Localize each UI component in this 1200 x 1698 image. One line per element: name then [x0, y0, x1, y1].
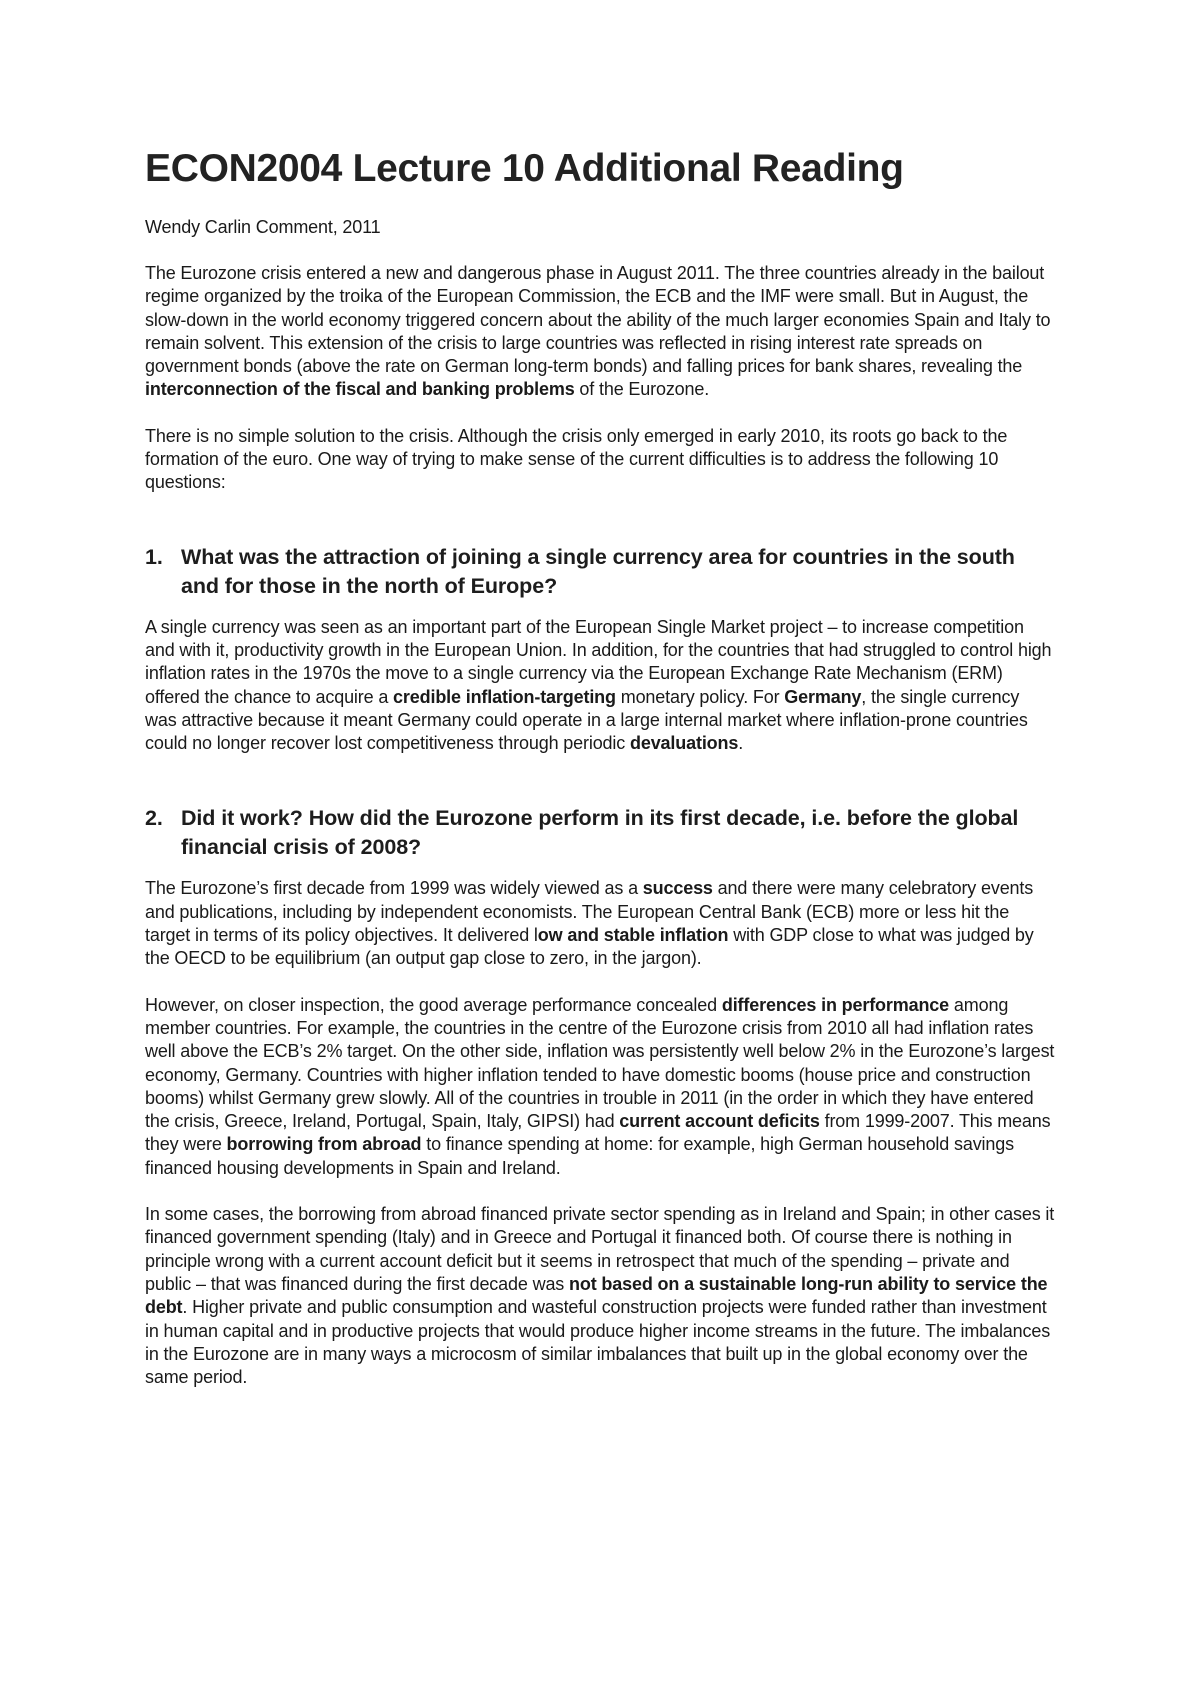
- question-text: What was the attraction of joining a single currency area for countries in the south and for those in the north of Europe?: [181, 544, 1015, 598]
- intro-paragraph-2: There is no simple solution to the crisis. Although the crisis only emerged in early 2010, its roots go back to the formation of the euro. One way of trying to make sense of the current difficulties is to address the following 10 questions:: [145, 425, 1008, 493]
- question-number: 1.: [145, 544, 163, 569]
- bold-phrase: not based on a sustainable long-run ability to service the debt: [145, 1273, 1048, 1318]
- question-number: 2.: [145, 806, 163, 831]
- bold-phrase: credible inflation-targeting: [393, 686, 616, 707]
- q2-paragraph-2: However, on closer inspection, the good average performance concealed differences in performance among member countries. For example, the countries in the centre of the Eurozone crisis from 2010 all had inflation rates well above the ECB’s 2% target. On the other side, inflation was persistently well below 2% in the Eurozone’s largest economy, Germany. Countries with higher inflation tended to have domestic booms (house price and construction booms) whilst Germany grew slowly. All of the countries in trouble in 2011 (in the order in which they have entered the crisis, Greece, Ireland, Portugal, Spain, Italy, GIPSI) had current account deficits from 1999-2007. This means they were borrowing from abroad to finance spending at home: for example, high German household savings financed housing developments in Spain and Ireland.: [145, 994, 1055, 1178]
- bold-phrase: ow and stable inflation: [537, 925, 729, 946]
- q1-paragraph-1: A single currency was seen as an important part of the European Single Market project – to increase competition and with it, productivity growth in the European Union. In addition, for the countries that had struggled to control high inflation rates in the 1970s the move to a single currency via the European Exchange Rate Mechanism (ERM) offered the chance to acquire a credible inflation-targeting monetary policy. For Germany, the single currency was attractive because it meant Germany could operate in a large internal market where inflation-prone countries could no longer recover lost competitiveness through periodic devaluations.: [145, 616, 1052, 754]
- bold-phrase: differences in performance: [721, 994, 950, 1015]
- document-title: ECON2004 Lecture 10 Additional Reading: [145, 147, 904, 190]
- intro-paragraph-1: The Eurozone crisis entered a new and dangerous phase in August 2011. The three countries already in the bailout regime organized by the troika of the European Commission, the ECB and the IMF were small. But in August, the slow-down in the world economy triggered concern about the ability of the much larger economies Spain and Italy to remain solvent. This extension of the crisis to large countries was reflected in rising interest rate spreads on government bonds (above the rate on German long-term bonds) and falling prices for bank shares, revealing the interconnection of the fiscal and banking problems of the Eurozone.: [145, 263, 1051, 400]
- bold-phrase: current account deficits: [619, 1111, 820, 1132]
- q2-paragraph-3: In some cases, the borrowing from abroad financed private sector spending as in Ireland and Spain; in other cases it financed government spending (Italy) and in Greece and Portugal it financed both. Of course there is nothing in principle wrong with a current account deficit but it seems in retrospect that much of the spending – private and public – that was financed during the first decade was not based on a sustainable long-run ability to service the debt. Higher private and public consumption and wasteful construction projects were funded rather than investment in human capital and in productive projects that would produce higher income streams in the future. The imbalances in the Eurozone are in many ways a microcosm of similar imbalances that built up in the global economy over the same period.: [145, 1204, 1055, 1388]
- question-1-heading: [145, 543, 1055, 601]
- bold-phrase: interconnection of the fiscal and banking problems: [145, 379, 575, 400]
- bold-phrase: success: [642, 878, 713, 899]
- question-text: Did it work? How did the Eurozone perform in its first decade, i.e. before the global financial crisis of 2008?: [181, 806, 1019, 860]
- bold-phrase: devaluations: [629, 733, 739, 754]
- question-2-heading: [145, 804, 1055, 862]
- bold-phrase: borrowing from abroad: [226, 1134, 422, 1155]
- byline: Wendy Carlin Comment, 2011: [145, 217, 381, 237]
- bold-phrase: Germany: [784, 686, 862, 707]
- q2-paragraph-1: The Eurozone’s first decade from 1999 was widely viewed as a success and there were many celebratory events and publications, including by independent economists. The European Central Bank (ECB) more or less hit the target in terms of its policy objectives. It delivered low and stable inflation with GDP close to what was judged by the OECD to be equilibrium (an output gap close to zero, in the jargon).: [145, 878, 1034, 969]
